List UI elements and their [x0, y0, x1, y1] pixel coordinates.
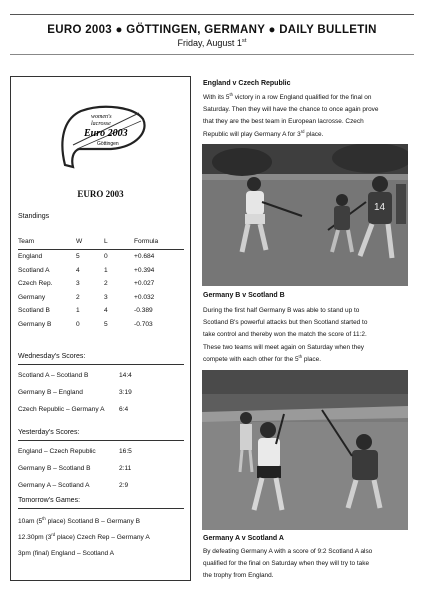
yesterday-label: Yesterday's Scores: [18, 429, 80, 436]
header-rule [10, 54, 414, 55]
tomorrow-label: Tomorrow's Games: [18, 497, 81, 504]
match-photo-germany-scotland [202, 370, 408, 530]
standings-label: Standings [18, 213, 50, 220]
list-item: England – Czech Republic 16:5 [18, 448, 132, 455]
list-item: Scotland A – Scotland B 14:4 [18, 372, 132, 379]
list-item: Czech Republic – Germany A 6:4 [18, 406, 129, 413]
article-3-title: Germany A v Scotland A [203, 535, 284, 542]
wednesday-label: Wednesday's Scores: [18, 353, 86, 360]
euro-2003-logo [51, 101, 151, 171]
col-l: L [104, 235, 134, 250]
article-2-body: During the first half Germany B was able to stand up to Scotland B's powerful attacks but then Scotland started to take control and thereby won the match the score of 11:2. These two teams will meet again on Saturday when they compete with each other for the 5th place. [203, 307, 368, 363]
list-item: Germany B – Scotland B 2:11 [18, 465, 132, 472]
article-2-title: Germany B v Scotland B [203, 292, 285, 299]
table-row: Germany B 0 5 -0.703 [18, 320, 153, 328]
article-3-body: By defeating Germany A with a score of 9:2 Scotland A also qualified for the final on Saturday when they will try to take the trophy from England. [203, 548, 373, 580]
article-1-title: England v Czech Republic [203, 80, 291, 87]
top-rule [10, 14, 414, 15]
bulletin-date: Friday, August 1st [177, 38, 247, 48]
table-row: Czech Rep. 3 2 +0.027 [18, 280, 155, 288]
divider [18, 440, 184, 441]
tomorrow-games [18, 513, 184, 561]
divider [18, 364, 184, 365]
svg-text:women's: women's [91, 114, 112, 120]
list-item: 10am (5th place) Scotland B – Germany B [18, 515, 140, 525]
bulletin-title: EURO 2003 ● GÖTTINGEN, GERMANY ● DAILY BULLETIN [47, 24, 377, 36]
table-row: Germany 2 3 +0.032 [18, 293, 155, 301]
table-row: England 5 0 +0.684 [18, 253, 155, 261]
sidebar-title: EURO 2003 [77, 189, 124, 199]
list-item: Germany B – England 3:19 [18, 389, 132, 396]
match-photo-england-czech [202, 144, 408, 286]
table-row: Scotland A 4 1 +0.394 [18, 266, 155, 274]
svg-text:Euro 2003: Euro 2003 [84, 128, 128, 139]
col-team: Team [18, 235, 76, 250]
svg-text:Göttingen: Göttingen [97, 141, 119, 147]
yesterday-scores [18, 443, 184, 494]
list-item: 3pm (final) England – Scotland A [18, 549, 115, 557]
article-1-body: With its 5th victory in a row England qualified for the final on Saturday. Then they will have the chance to once again prove that they are the best team in European lacrosse. Czech Republic will play Germany A for 3rd place. [203, 91, 379, 138]
svg-text:14: 14 [374, 202, 386, 213]
list-item: Germany A – Scotland A 2:9 [18, 482, 129, 489]
standings-table [18, 235, 184, 331]
wednesday-scores [18, 367, 184, 418]
results-sidebar [10, 76, 191, 581]
svg-text:lacrosse: lacrosse [91, 121, 111, 127]
table-row: Scotland B 1 4 -0.389 [18, 307, 153, 315]
list-item: 12.30pm (3rd place) Czech Rep – Germany A [18, 531, 150, 541]
divider [18, 508, 184, 509]
col-w: W [76, 235, 104, 250]
col-formula: Formula [134, 235, 184, 250]
